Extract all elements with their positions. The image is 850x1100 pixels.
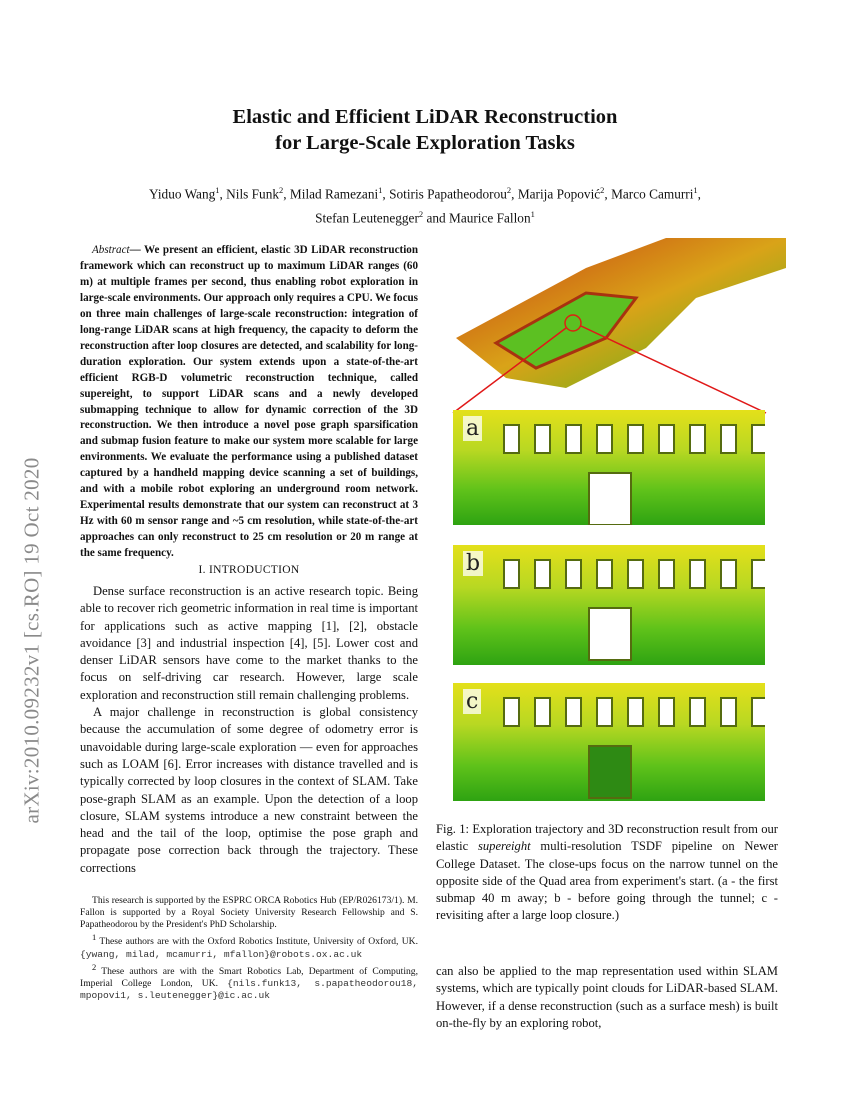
window-icon [689, 559, 706, 589]
title-line-2: for Large-Scale Exploration Tasks [275, 132, 575, 154]
author: Maurice Fallon [449, 210, 531, 226]
abstract [80, 243, 418, 562]
window-icon [596, 697, 613, 727]
window-icon [503, 424, 520, 454]
author: Stefan Leutenegger [315, 210, 419, 226]
tunnel-icon [588, 745, 632, 799]
window-icon [689, 424, 706, 454]
window-icon [534, 559, 551, 589]
window-icon [503, 697, 520, 727]
title-line-1: Elastic and Efficient LiDAR Reconstruction [232, 106, 618, 128]
window-icon [720, 424, 737, 454]
author: Marco Camurri [611, 186, 694, 202]
window-icon [720, 559, 737, 589]
figure-caption: Fig. 1: Exploration trajectory and 3D reconstruction result from our elastic supereight multi-resolution TSDF pipeline on Newer College Dataset. The close-ups focus on the narrow tunnel on the opposite side of the Quad area from experiment's start. (a - the first submap 40 m away; b - before going through the tunnel; c - revisiting after a large loop closure.) [436, 822, 778, 923]
closeup-panel-b: b [453, 545, 765, 665]
intro-paragraph: A major challenge in reconstruction is global consistency because the accumulation of some degree of odometry error is unavoidable during large-scale exploration — even for approaches such as LOAM [6]. Error increases with distance travelled and is typically corrected by loop closures in the context of SLAM. Take pose-graph SLAM as an example. Upon the detection of a loop closure, SLAM systems introduce a new constraint between the head and the tail of the loop, optimise the pose graph and propagate pose correction back through the trajectory. These corrections [80, 705, 418, 875]
arxiv-identifier: arXiv:2010.09232v1 [cs.RO] 19 Oct 2020 [19, 457, 44, 824]
window-icon [627, 424, 644, 454]
right-column-text: can also be applied to the map representation used within SLAM systems, which are typically point clouds for LiDAR-based SLAM. However, if a dense reconstruction (such as a surface mesh) is built on-the-fly by an exploring robot, [436, 964, 778, 1030]
window-icon [627, 697, 644, 727]
window-icon [596, 559, 613, 589]
reconstruction-overview-image [436, 238, 786, 418]
author: Yiduo Wang [148, 186, 216, 202]
author: Sotiris Papatheodorou [389, 186, 507, 202]
window-icon [534, 424, 551, 454]
window-icon [503, 559, 520, 589]
footnote-2: $^2$ These authors are with the Smart Robotics Lab, Department of Computing, Imperial College London, UK. {nils.funk13, s.papatheodorou18, mpopovi1, s.leutenegger}@ic.ac.uk [80, 961, 419, 1002]
closeup-panel-a: a [453, 410, 765, 525]
footnotes [80, 895, 418, 1002]
window-icon [689, 697, 706, 727]
window-icon [751, 697, 765, 727]
abstract-label: Abstract [92, 244, 130, 256]
window-icon [627, 559, 644, 589]
funding-note: This research is supported by the ESPRC ORCA Robotics Hub (EP/R026173/1). M. Fallon is supported by a Royal Society University Research Fellowship and S. Papatheodorou by the President's PhD Scholarship. [80, 895, 418, 931]
tunnel-icon [588, 472, 632, 525]
window-icon [720, 697, 737, 727]
window-icon [565, 424, 582, 454]
section-heading-introduction: I. INTRODUCTION [198, 564, 300, 576]
intro-paragraph: Dense surface reconstruction is an active research topic. Being able to recover rich geometric information in real time is important for applications such as active mapping [1], [2], obstacle avoidance [3] and industrial inspection [4], [5]. Lower cost and denser LiDAR sensors have come to the market thanks to the focus on self-driving car research. However, large scale exploration and reconstruction still remain challenging problems. [80, 584, 418, 702]
window-icon [751, 424, 765, 454]
footnote-1: $^1$ These authors are with the Oxford Robotics Institute, University of Oxford, UK. {ywang, milad, mcamurri, mfallon}@robots.ox.ac.uk [80, 932, 418, 960]
window-icon [565, 559, 582, 589]
closeup-panel-c: c [453, 683, 765, 801]
window-icon [565, 697, 582, 727]
window-icon [534, 697, 551, 727]
window-icon [751, 559, 765, 589]
window-icon [658, 559, 675, 589]
abstract-text: — We present an efficient, elastic 3D LiDAR reconstruction framework which can reconstruct up to maximum LiDAR ranges (60 m) at multiple frames per second, thus enabling robot exploration in large-scale environments. Our approach only requires a CPU. We focus on three main challenges of large-scale reconstruction: integration of long-range LiDAR scans at high frequency, the capacity to deform the reconstruction after loop closures are detected, and scalability for long-duration exploration. Our system extends upon a state-of-the-art efficient RGB-D volumetric reconstruction technique, called supereight, to support LiDAR scans and a newly developed submapping technique to allow for dynamic correction of the 3D reconstruction. We then introduce a novel pose graph sparsification and submap fusion feature to make our system more scalable for large environments. We evaluate the performance using a published dataset captured by a handheld mapping device scanning a set of buildings, and with a mobile robot exploring an underground room network. Experimental results demonstrate that our system can reconstruct at 3 Hz with 60 m sensor range and ~5 cm resolution, while state-of-the-art approaches can only reconstruct to 25 cm resolution or 20 m range at the same frequency. [80, 244, 418, 560]
window-icon [596, 424, 613, 454]
author: Milad Ramezani [289, 186, 379, 202]
figure-1 [436, 238, 786, 808]
author: Nils Funk [226, 186, 280, 202]
footnote-2-emails: {nils.funk13, s.papatheodorou18, mpopovi1, s.leutenegger}@ic.ac.uk [80, 977, 419, 1002]
author-list: Yiduo Wang$^1$, Nils Funk$^2$, Milad Ramezani$^1$, Sotiris Papatheodorou$^2$, Marija Popović$^2$, Marco Camurri$^1$, Stefan Leutenegger$^2$ and Maurice Fallon$^1$ [148, 185, 701, 226]
tunnel-icon [588, 607, 632, 661]
author: Marija Popović [517, 186, 601, 202]
window-icon [658, 697, 675, 727]
introduction-body [80, 583, 418, 877]
footnote-1-emails: {ywang, milad, mcamurri, mfallon}@robots.ox.ac.uk [80, 948, 363, 960]
window-icon [658, 424, 675, 454]
paper-title [0, 104, 850, 156]
